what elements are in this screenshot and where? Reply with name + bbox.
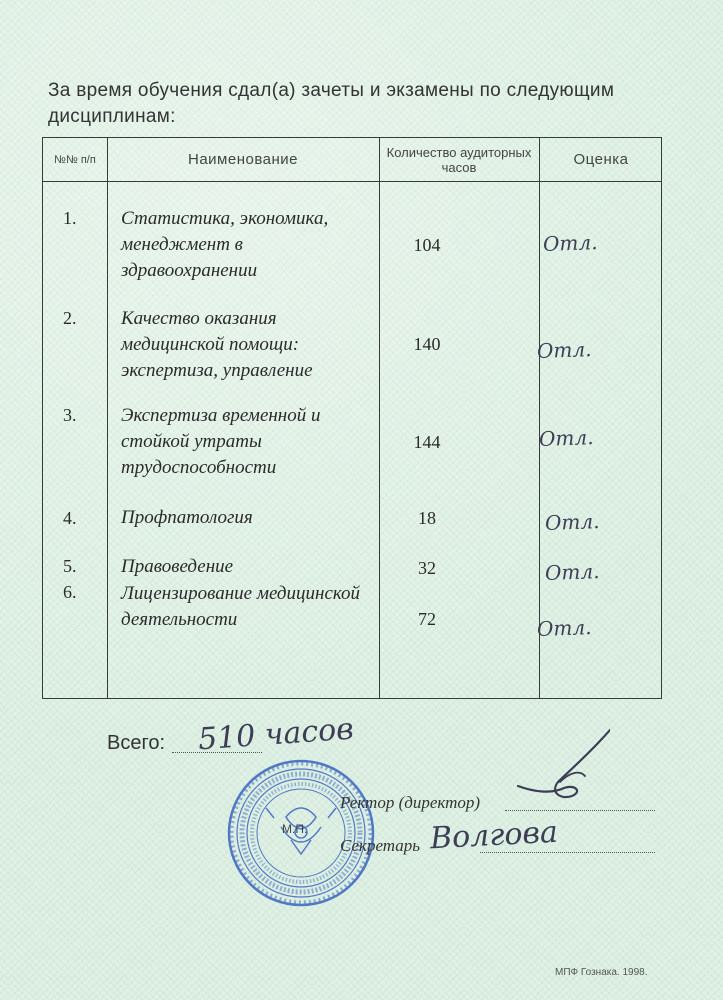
row-grade: Отл. [544, 509, 600, 535]
header-name: Наименование [188, 151, 298, 168]
total-label: Всего: [107, 732, 165, 754]
row-grade: Отл. [538, 425, 594, 451]
row-name: Статистика, экономика, менеджмент в здравоохранении [121, 208, 329, 281]
row-grade: Отл. [536, 615, 592, 641]
row-name: Профпатология [121, 507, 253, 528]
row-grade: Отл. [542, 230, 598, 256]
row-grade: Отл. [544, 559, 600, 585]
row-num: 3. [63, 405, 77, 425]
row-name: Правоведение [121, 556, 234, 577]
row-num: 4. [63, 508, 77, 528]
row-hours: 104 [413, 235, 441, 255]
printer-imprint: МПФ Гознака. 1998. [555, 967, 648, 978]
row-num: 5. [63, 556, 77, 576]
row-name: Экспертиза временной и стойкой утраты трудоспособности [121, 405, 321, 478]
row-hours: 18 [418, 508, 436, 528]
header-divider [43, 181, 661, 182]
row-name: Лицензирование медицинской деятельности [121, 583, 361, 630]
seal-place-label: М.П. [282, 822, 308, 836]
secretary-label: Секретарь [340, 836, 420, 855]
disciplines-table [42, 137, 662, 699]
column-divider [107, 138, 108, 698]
secretary-signature: Волгова [429, 814, 559, 857]
row-num: 6. [63, 582, 77, 602]
row-hours: 72 [418, 609, 436, 629]
row-hours: 144 [413, 432, 441, 452]
rector-signature-line [505, 810, 655, 811]
header-grade: Оценка [573, 151, 629, 168]
column-divider [539, 138, 540, 698]
row-name: Качество оказания медицинской помощи: экспертиза, управление [121, 308, 313, 381]
row-grade: Отл. [536, 337, 592, 363]
row-hours: 32 [418, 558, 436, 578]
rector-label: Ректор (директор) [340, 793, 481, 812]
row-num: 1. [63, 208, 77, 228]
rector-signature-icon [500, 700, 610, 810]
row-num: 2. [63, 308, 77, 328]
row-hours: 140 [413, 334, 441, 354]
total-value: 510 часов [196, 711, 355, 758]
header-hours: Количество аудиторных часов [386, 144, 532, 175]
header-num: №№ п/п [54, 153, 96, 166]
intro-text: За время обучения сдал(а) зачеты и экзамены по следующим дисциплинам: [48, 80, 615, 127]
column-divider [379, 138, 380, 698]
